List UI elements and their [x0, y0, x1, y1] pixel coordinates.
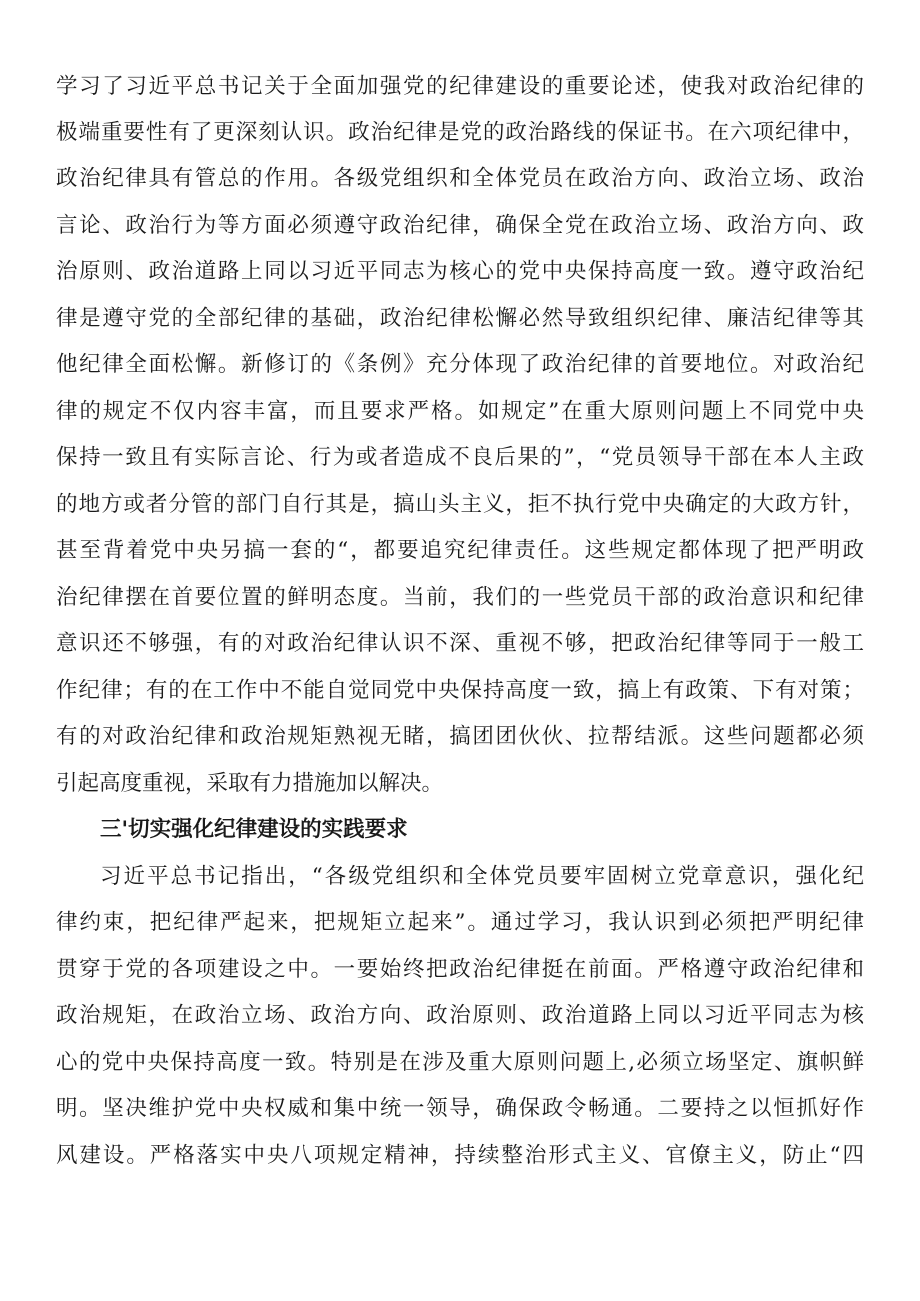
paragraph-2-line-4: 政治规矩，在政治立场、政治方向、政治原则、政治道路上同以习近平同志为核	[56, 1003, 864, 1028]
paragraph-2-line-7: 风建设。严格落实中央八项规定精神，持续整治形式主义、官僚主义，防止“四	[56, 1143, 864, 1168]
paragraph-1-line-12: 治纪律摆在首要位置的鲜明态度。当前，我们的一些党员干部的政治意识和纪律	[56, 585, 864, 610]
paragraph-1-line-14: 作纪律；有的在工作中不能自觉同党中央保持高度一致，搞上有政策、下有对策；	[56, 678, 864, 703]
paragraph-1-line-9: 保持一致且有实际言论、行为或者造成不良后果的”，“党员领导干部在本人主政	[56, 445, 864, 470]
paragraph-1-line-3: 政治纪律具有管总的作用。各级党组织和全体党员在政治方向、政治立场、政治	[56, 166, 864, 191]
paragraph-1-line-1: 学习了习近平总书记关于全面加强党的纪律建设的重要论述，使我对政治纪律的	[56, 74, 864, 99]
paragraph-1-line-5: 治原则、政治道路上同以习近平同志为核心的党中央保持高度一致。遵守政治纪	[56, 259, 864, 284]
section-heading: 三'切实强化纪律建设的实践要求	[100, 817, 408, 842]
paragraph-1-line-10: 的地方或者分管的部门自行其是，搞山头主义，拒不执行党中央确定的大政方针，	[56, 492, 864, 517]
paragraph-2-line-5: 心的党中央保持高度一致。特别是在涉及重大原则问题上,必须立场坚定、旗帜鲜	[56, 1050, 864, 1075]
paragraph-1-line-11: 甚至背着党中央另搞一套的“，都要追究纪律责任。这些规定都体现了把严明政	[56, 538, 864, 563]
paragraph-2-line-2: 律约束，把纪律严起来，把规矩立起来”。通过学习，我认识到必须把严明纪律	[56, 910, 864, 935]
paragraph-2-line-1: 习近平总书记指出，“各级党组织和全体党员要牢固树立党章意识，强化纪	[100, 864, 864, 889]
paragraph-1-line-7: 他纪律全面松懈。新修订的《条例》充分体现了政治纪律的首要地位。对政治纪	[56, 352, 864, 377]
paragraph-2-line-3: 贯穿于党的各项建设之中。一要始终把政治纪律挺在前面。严格遵守政治纪律和	[56, 957, 864, 982]
paragraph-1-line-13: 意识还不够强，有的对政治纪律认识不深、重视不够，把政治纪律等同于一般工	[56, 631, 864, 656]
paragraph-1-line-16: 引起高度重视，采取有力措施加以解决。	[56, 771, 444, 796]
paragraph-1-line-15: 有的对政治纪律和政治规矩熟视无睹，搞团团伙伙、拉帮结派。这些问题都必须	[56, 724, 864, 749]
paragraph-1-line-6: 律是遵守党的全部纪律的基础，政治纪律松懈必然导致组织纪律、廉洁纪律等其	[56, 306, 864, 331]
paragraph-1-line-8: 律的规定不仅内容丰富，而且要求严格。如规定”在重大原则问题上不同党中央	[56, 399, 864, 424]
paragraph-1-line-2: 极端重要性有了更深刻认识。政治纪律是党的政治路线的保证书。在六项纪律中，	[56, 120, 864, 145]
paragraph-2-line-6: 明。坚决维护党中央权威和集中统一领导，确保政令畅通。二要持之以恒抓好作	[56, 1096, 864, 1121]
paragraph-1-line-4: 言论、政治行为等方面必须遵守政治纪律，确保全党在政治立场、政治方向、政	[56, 213, 864, 238]
